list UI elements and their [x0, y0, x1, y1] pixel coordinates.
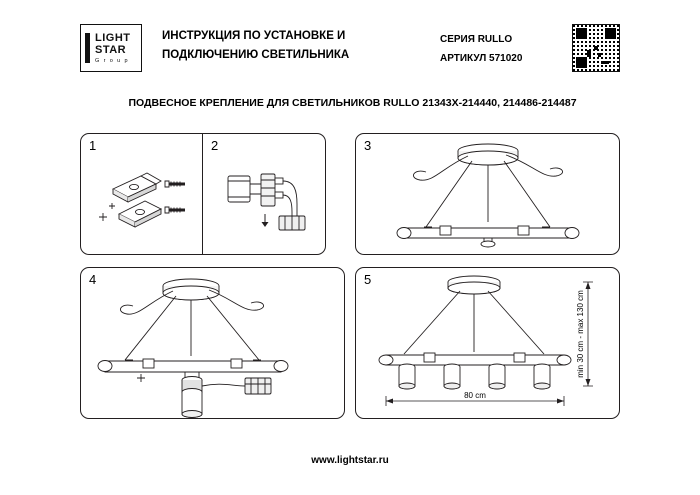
footer-website[interactable]: www.lightstar.ru	[311, 455, 389, 466]
logo-text-line3: G r o u p	[95, 58, 129, 64]
width-dimension-label: 80 cm	[464, 391, 486, 400]
logo-text-line1: LIGHT	[95, 32, 131, 44]
lightstar-logo	[80, 24, 142, 72]
step-number-5: 5	[364, 272, 372, 287]
step-panel-4	[80, 267, 345, 419]
step-panel-5	[355, 267, 620, 419]
lamp-holder-connection-diagram	[81, 268, 346, 420]
step-number-4: 4	[89, 272, 97, 287]
step-number-1: 1	[89, 138, 97, 153]
wiring-terminal-diagram	[203, 134, 326, 256]
document-title	[162, 27, 442, 65]
document-title-line1: ИНСТРУКЦИЯ ПО УСТАНОВКЕ И	[162, 30, 346, 42]
document-title-line2: ПОДКЛЮЧЕНИЮ СВЕТИЛЬНИКА	[162, 49, 350, 61]
height-dimension-label: min 30 cm - max 130 cm	[576, 290, 585, 378]
step-number-3: 3	[364, 138, 372, 153]
bracket-mounting-diagram	[81, 134, 204, 256]
header	[80, 24, 620, 76]
step-panel-1	[80, 133, 203, 255]
article-label: АРТИКУЛ 571020	[440, 53, 523, 64]
step-panel-3	[355, 133, 620, 255]
qr-code-icon	[572, 24, 620, 72]
series-label: СЕРИЯ RULLO	[440, 34, 513, 45]
final-dimensions-diagram	[356, 268, 621, 420]
logo-text-line2: STAR	[95, 44, 127, 56]
canopy-cable-assembly-diagram	[356, 134, 621, 256]
step-panel-2	[203, 133, 326, 255]
step-number-2: 2	[211, 138, 219, 153]
page-subtitle: ПОДВЕСНОЕ КРЕПЛЕНИЕ ДЛЯ СВЕТИЛЬНИКОВ RULLO 21343X-214440, 214486-214487	[128, 97, 577, 109]
